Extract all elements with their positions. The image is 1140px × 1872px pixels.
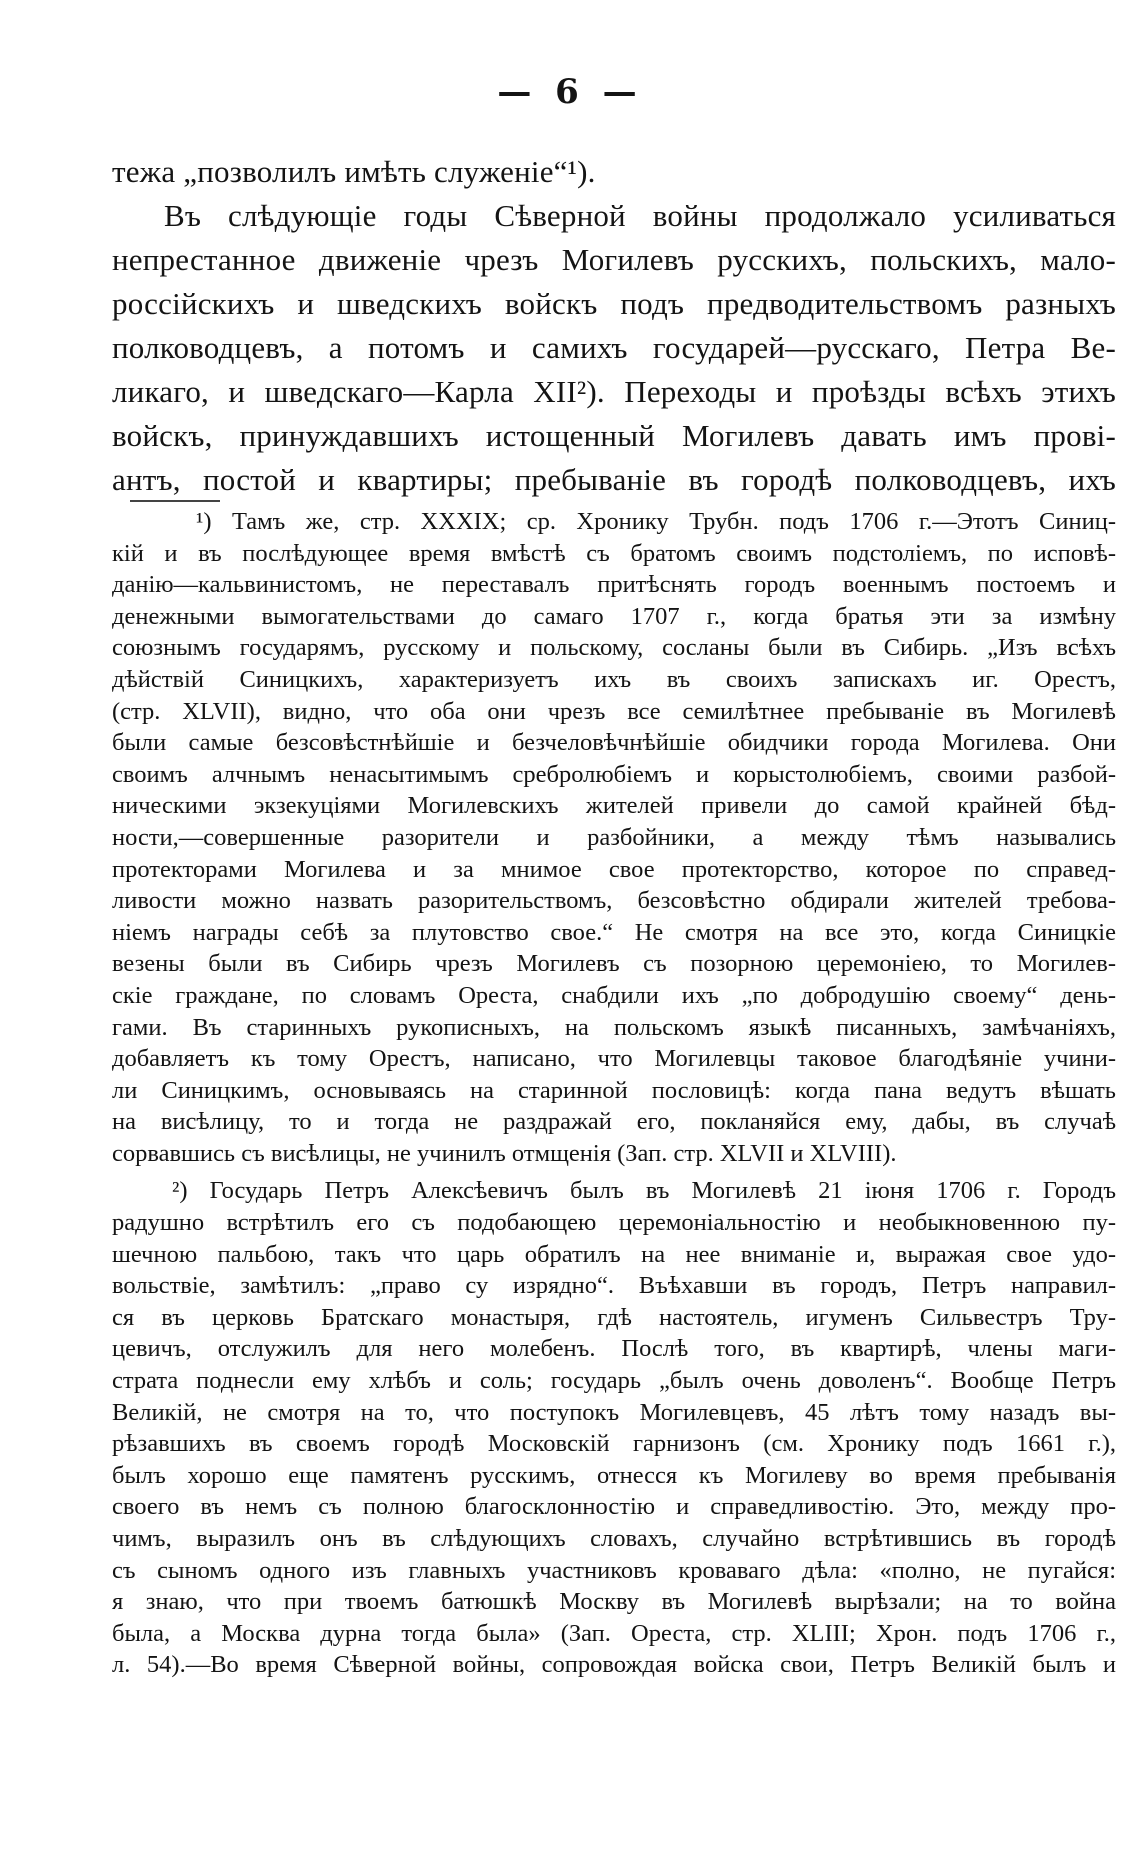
main-text-line: тежа „позволилъ имѣть служеніе“¹). bbox=[112, 154, 596, 189]
footnote-line: ли Синицкимъ, основываясь на старинной пословицѣ: когда пана ведутъ вѣшать bbox=[112, 1076, 1116, 1104]
footnote-line: л. 54).—Во время Сѣверной войны, сопровождая войска свои, Петръ Великій былъ и bbox=[112, 1651, 1116, 1679]
footnote-line: чимъ, выразилъ онъ въ слѣдующихъ словахъ, случайно встрѣтившись въ городѣ bbox=[112, 1525, 1116, 1552]
footnote-1 bbox=[112, 506, 1116, 1169]
main-text-line: россійскихъ и шведскихъ войскъ подъ предводительствомъ разныхъ bbox=[112, 286, 1116, 321]
footnote-line: своего въ немъ съ полною благосклонностію и справедливостію. Это, между про- bbox=[112, 1493, 1116, 1521]
main-text-line: войскъ, принуждавшихъ истощенный Могилевъ давать имъ прові- bbox=[112, 418, 1116, 453]
footnote-line: былъ хорошо еще памятенъ русскимъ, отнесся къ Могилеву во время пребыванія bbox=[112, 1461, 1116, 1489]
main-text-line: антъ, постой и квартиры; пребываніе въ городѣ полководцевъ, ихъ bbox=[112, 462, 1116, 497]
footnote-line: ся въ церковь Братскаго монастыря, гдѣ настоятель, игуменъ Сильвестръ Тру- bbox=[112, 1303, 1116, 1331]
footnote-line: протекторами Могилева и за мнимое свое протекторство, которое по справед- bbox=[112, 855, 1116, 883]
footnote-line: радушно встрѣтилъ его съ подобающею церемоніальностію и необыкновенною пу- bbox=[112, 1209, 1116, 1237]
footnote-line: ности,—совершенные разорители и разбойники, а между тѣмъ назывались bbox=[112, 823, 1116, 851]
footnote-line: съ сыномъ одного изъ главныхъ участниковъ кроваваго дѣла: «полно, не пугайся: bbox=[112, 1556, 1116, 1584]
footnote-divider bbox=[130, 500, 220, 502]
footnote-line: (стр. XLVII), видно, что оба они чрезъ все семилѣтнее пребываніе въ Могилевѣ bbox=[112, 697, 1116, 725]
main-text-line: непрестанное движеніе чрезъ Могилевъ русскихъ, польскихъ, мало- bbox=[112, 242, 1116, 277]
footnote-line: дѣйствій Синицкихъ, характеризуетъ ихъ въ своихъ запискахъ иг. Орестъ, bbox=[112, 665, 1116, 693]
footnote-line: я знаю, что при твоемъ батюшкѣ Москву въ Могилевѣ вырѣзали; на то война bbox=[112, 1588, 1116, 1616]
footnote-line: денежными вымогательствами до самаго 1707 г., когда братья эти за измѣну bbox=[112, 602, 1116, 630]
main-text bbox=[112, 150, 1116, 502]
footnote-line: ливости можно назвать разорительствомъ, безсовѣстно обдирали жителей требова- bbox=[112, 887, 1116, 915]
footnote-line: Великій, не смотря на то, что поступокъ Могилевцевъ, 45 лѣтъ тому назадъ вы- bbox=[112, 1398, 1116, 1426]
footnote-line: на висѣлицу, то и тогда не раздражай его, покланяйся ему, дабы, въ случаѣ bbox=[112, 1108, 1116, 1136]
footnote-line: шечною пальбою, такъ что царь обратилъ на нее вниманіе и, выражая свое удо- bbox=[112, 1240, 1116, 1268]
footnote-line: была, а Москва дурна тогда была» (Зап. Ореста, стр. XLIII; Хрон. подъ 1706 г., bbox=[112, 1619, 1116, 1647]
footnote-line: ніемъ награды себѣ за плутовство свое.“ Не смотря на все это, когда Синицкіе bbox=[112, 918, 1116, 946]
footnote-line: сорвавшись съ висѣлицы, не учинилъ отмщенія (Зап. стр. XLVII и XLVIII). bbox=[112, 1139, 897, 1167]
footnote-line: цевичъ, отслужилъ для него молебенъ. Послѣ того, въ квартирѣ, члены маги- bbox=[112, 1335, 1116, 1363]
footnote-line: страта поднесли ему хлѣбъ и соль; государь „былъ очень доволенъ“. Вообще Петръ bbox=[112, 1367, 1116, 1395]
footnote-line: данію—кальвинистомъ, не переставалъ притѣснять городъ военнымъ постоемъ и bbox=[112, 571, 1116, 599]
footnote-line: союзнымъ государямъ, русскому и польскому, сосланы были въ Сибирь. „Изъ всѣхъ bbox=[112, 634, 1116, 662]
footnote-line: добавляетъ къ тому Орестъ, написано, что Могилевцы таковое благодѣяніе учини- bbox=[112, 1045, 1116, 1073]
footnote-line: вольствіе, замѣтилъ: „право су изрядно“. Въѣхавши въ городъ, Петръ направил- bbox=[112, 1272, 1116, 1300]
main-text-line: полководцевъ, а потомъ и самихъ государей—русскаго, Петра Ве- bbox=[112, 330, 1116, 365]
footnote-line: гами. Въ старинныхъ рукописныхъ, на польскомъ языкѣ писанныхъ, замѣчаніяхъ, bbox=[112, 1013, 1116, 1041]
footnote-line: скіе граждане, по словамъ Ореста, снабдили ихъ „по добродушію своему“ день- bbox=[112, 981, 1116, 1009]
page-number: — 6 — bbox=[497, 72, 643, 112]
footnote-line: были самые безсовѣстнѣйшіе и безчеловѣчнѣйшіе обидчики города Могилева. Они bbox=[112, 729, 1116, 757]
footnote-line: рѣзавшихъ въ своемъ городѣ Московскій гарнизонъ (см. Хронику подъ 1661 г.), bbox=[112, 1430, 1116, 1458]
footnotes bbox=[112, 506, 1116, 1681]
footnote-2 bbox=[112, 1175, 1116, 1681]
main-text-line: Въ слѣдующіе годы Сѣверной войны продолжало усиливаться bbox=[164, 198, 1116, 233]
main-text-line: ликаго, и шведскаго—Карла XII²). Переходы и проѣзды всѣхъ этихъ bbox=[112, 374, 1116, 409]
footnote-line: везены были въ Сибирь чрезъ Могилевъ съ позорною церемоніею, то Могилев- bbox=[112, 950, 1116, 978]
footnote-line: ническими экзекуціями Могилевскихъ жителей привели до самой крайней бѣд- bbox=[112, 792, 1116, 820]
footnote-line: ²) Государь Петръ Алексѣевичъ былъ въ Могилевѣ 21 іюня 1706 г. Городъ bbox=[172, 1177, 1116, 1205]
footnote-line: кій и въ послѣдующее время вмѣстѣ съ братомъ своимъ подстоліемъ, по исповѣ- bbox=[112, 539, 1116, 567]
footnote-line: ¹) Тамъ же, стр. XXXIX; ср. Хронику Трубн. подъ 1706 г.—Этотъ Синиц- bbox=[196, 508, 1116, 535]
footnote-line: своимъ алчнымъ ненасытимымъ сребролюбіемъ и корыстолюбіемъ, своими разбой- bbox=[112, 760, 1116, 788]
